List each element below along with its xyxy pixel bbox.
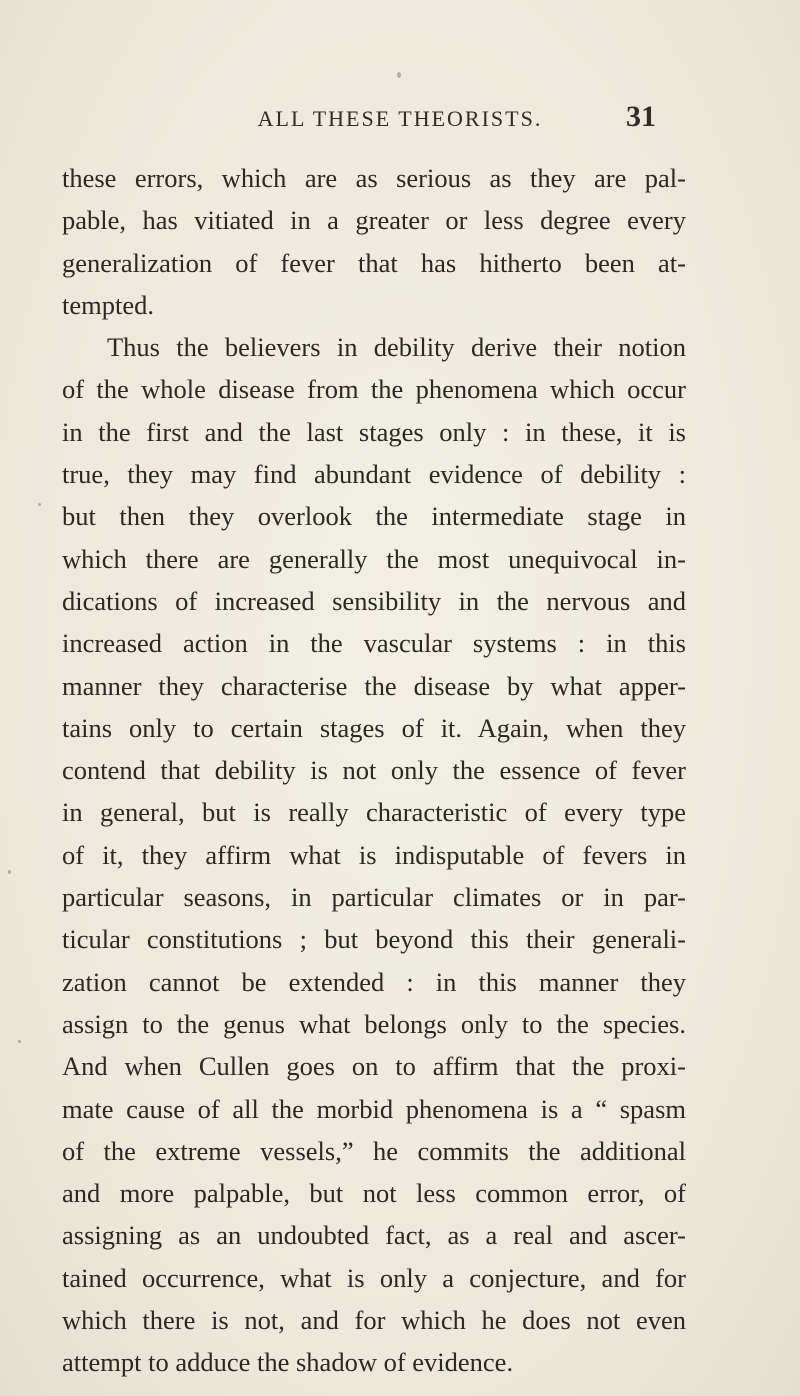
text-line: increased action in the vascular systems : in this <box>62 628 686 659</box>
text-line: in general, but is really characteristic of every type <box>62 797 686 828</box>
text-line: of it, they affirm what is indisputable of fevers in <box>62 839 686 870</box>
paper-speck <box>397 72 401 78</box>
text-line: tempted. <box>62 289 154 320</box>
text-line: assigning as an undoubted fact, as a real and ascer- <box>62 1220 686 1251</box>
text-line: these errors, which are as serious as they are pal- <box>62 163 686 193</box>
text-line: ticular constitutions ; but beyond this their generali- <box>62 924 686 955</box>
text-line: of the extreme vessels,” he commits the additional <box>62 1135 686 1166</box>
text-line: and more palpable, but not less common error, of <box>62 1178 686 1209</box>
paper-speck <box>38 503 41 506</box>
text-line: tained occurrence, what is only a conjecture, and for <box>62 1262 686 1293</box>
text-line: which there is not, and for which he does not even <box>62 1305 686 1336</box>
body-text <box>62 157 686 1384</box>
text-line: but then they overlook the intermediate stage in <box>62 501 686 532</box>
text-line: of the whole disease from the phenomena which occur <box>62 374 686 405</box>
text-line: manner they characterise the disease by what apper- <box>62 670 686 701</box>
text-line: in the first and the last stages only : in these, it is <box>62 416 686 447</box>
text-line: particular seasons, in particular climates or in par- <box>62 882 686 913</box>
running-head: ALL THESE THEORISTS. <box>257 106 543 131</box>
text-line: attempt to adduce the shadow of evidence. <box>62 1347 514 1378</box>
text-line: dications of increased sensibility in the nervous and <box>62 585 686 616</box>
text-line: generalization of fever that has hitherto been at- <box>62 247 686 278</box>
text-line: assign to the genus what belongs only to the species. <box>62 1008 686 1039</box>
text-line: mate cause of all the morbid phenomena is a “ spasm <box>62 1093 686 1124</box>
text-line: And when Cullen goes on to affirm that the proxi- <box>62 1051 686 1082</box>
text-line: which there are generally the most unequivocal in- <box>62 543 686 574</box>
paragraph-start-line: Thus the believers in debility derive their notion <box>107 332 686 363</box>
paper-speck <box>18 1040 21 1043</box>
paper-speck <box>8 870 11 874</box>
page-number: 31 <box>626 100 656 133</box>
text-line: zation cannot be extended : in this manner they <box>62 966 686 997</box>
text-line: pable, has vitiated in a greater or less degree every <box>62 205 686 236</box>
text-line: tains only to certain stages of it. Again, when they <box>62 712 686 743</box>
text-line: contend that debility is not only the essence of fever <box>62 755 686 786</box>
text-line: true, they may find abundant evidence of debility : <box>62 459 686 490</box>
